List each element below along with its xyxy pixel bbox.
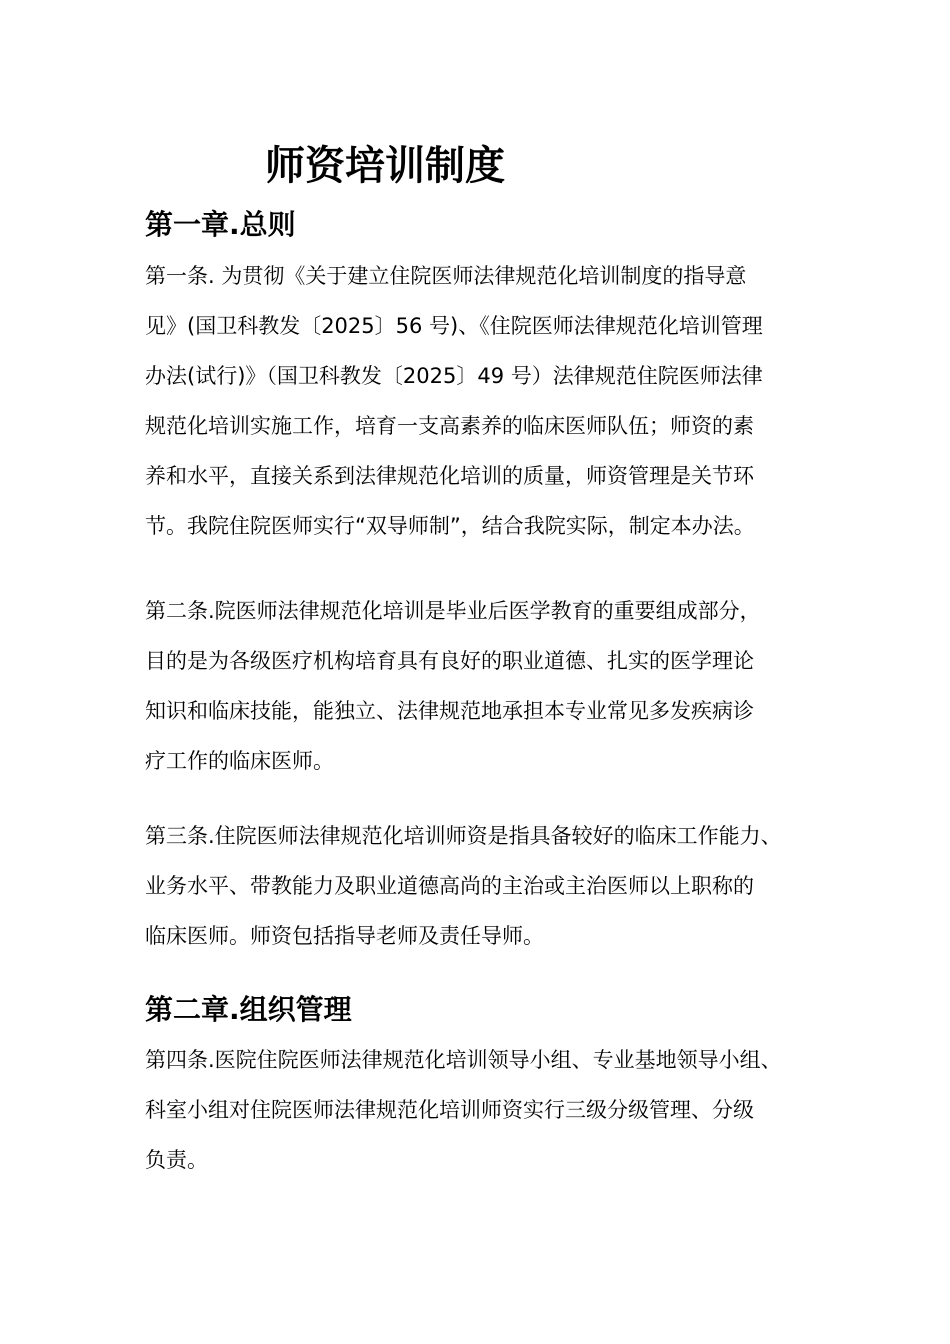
text-line: 见》(国卫科教发〔2025〕56 号)、《住院医师法律规范化培训管理 [145,314,763,338]
document-title: 师资培训制度 [265,143,505,189]
text-line: 养和水平，直接关系到法律规范化培训的质量，师资管理是关节环 [145,464,754,488]
chapter-heading: 第二章.组织管理 [145,993,352,1026]
text-line: 科室小组对住院医师法律规范化培训师资实行三级分级管理、分级 [145,1098,754,1122]
text-line: 疗工作的临床医师。 [145,749,334,773]
text-line: 临床医师。师资包括指导老师及责任导师。 [145,924,544,948]
article-3 [145,811,782,961]
text-line: 业务水平、带教能力及职业道德高尚的主治或主治医师以上职称的 [145,874,754,898]
article-4 [145,1035,782,1185]
text-line: 规范化培训实施工作，培育一支高素养的临床医师队伍；师资的素 [145,414,754,438]
text-line: 第四条.医院住院医师法律规范化培训领导小组、专业基地领导小组、 [145,1048,782,1072]
chapter-heading: 第一章.总则 [145,208,296,241]
text-line: 第二条.院医师法律规范化培训是毕业后医学教育的重要组成部分， [145,599,761,623]
text-line: 目的是为各级医疗机构培育具有良好的职业道德、扎实的医学理论 [145,649,754,673]
article-2 [145,586,761,786]
article-1 [145,251,763,551]
text-line: 知识和临床技能，能独立、法律规范地承担本专业常见多发疾病诊 [145,699,754,723]
text-line: 节。我院住院医师实行“双导师制”，结合我院实际，制定本办法。 [145,514,755,538]
text-line: 第三条.住院医师法律规范化培训师资是指具备较好的临床工作能力、 [145,824,782,848]
text-line: 第一条. 为贯彻《关于建立住院医师法律规范化培训制度的指导意 [145,264,747,288]
text-line: 负责。 [145,1148,208,1172]
text-line: 办法(试行)》（国卫科教发〔2025〕49 号）法律规范住院医师法律 [145,364,763,388]
